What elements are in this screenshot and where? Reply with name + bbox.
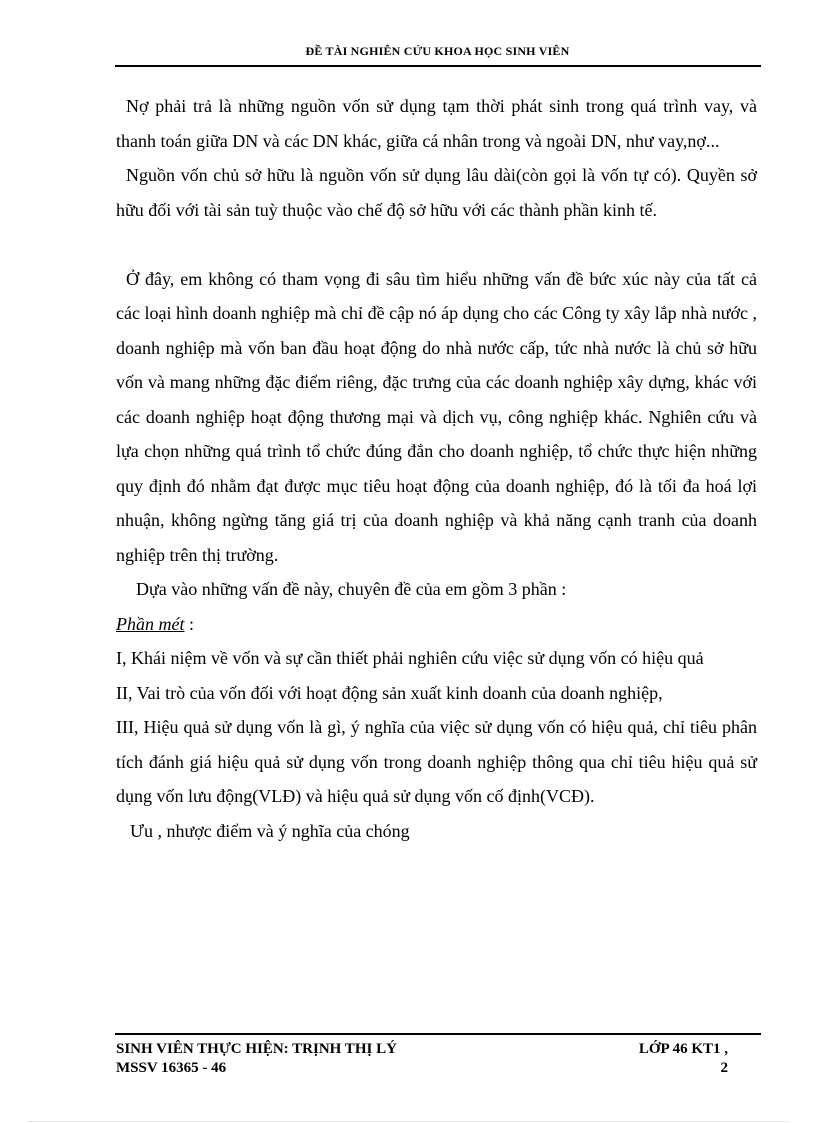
paragraph-liabilities: Nợ phải trả là những nguồn vốn sử dụng tạm thời phát sinh trong quá trình vay, và thanh toán giữa DN và các DN khác, giữa cá nhân trong và ngoài DN, như vay,nợ... xyxy=(116,96,757,151)
paragraph-gap xyxy=(116,227,757,262)
paragraph-pros-cons: Ưu , nhược điểm và ý nghĩa của chóng xyxy=(130,820,410,841)
paragraph-equity: Nguồn vốn chủ sở hữu là nguồn vốn sử dụng lâu dài(còn gọi là vốn tự có). Quyền sở hữu đối với tài sản tuỳ thuộc vào chế độ sở hữu với các thành phần kinh tế. xyxy=(116,165,757,220)
outline-item-1: I, Khái niệm về vốn và sự cần thiết phải nghiên cứu việc sử dụng vốn có hiệu quả xyxy=(116,648,704,668)
footer-divider xyxy=(115,1033,761,1035)
footer-class: LỚP 46 KT1 , xyxy=(638,1041,728,1057)
page-header-title: ĐỀ TÀI NGHIÊN CỨU KHOA HỌC SINH VIÊN xyxy=(305,44,570,58)
page-number: 2 xyxy=(720,1060,728,1076)
page-bottom-edge xyxy=(28,1121,788,1122)
section-label: Phần mét xyxy=(116,613,185,634)
document-body xyxy=(116,89,757,848)
header-divider xyxy=(115,65,761,67)
footer-class-info xyxy=(626,1040,728,1078)
paragraph-outline-intro: Dựa vào những vấn đề này, chuyên đề của em gồm 3 phần : xyxy=(136,579,567,599)
footer-student-id: MSSV 16365 - 46 xyxy=(116,1060,227,1076)
outline-item-2: II, Vai trò của vốn đối với hoạt động sản xuất kinh doanh của doanh nghiệp, xyxy=(116,682,663,703)
footer-student-info xyxy=(116,1040,397,1078)
section-colon: : xyxy=(184,613,194,634)
outline-item-3: III, Hiệu quả sử dụng vốn là gì, ý nghĩa của việc sử dụng vốn có hiệu quả, chỉ tiêu phân tích đánh giá hiệu quả sử dụng vốn trong doanh nghiệp thông qua chỉ tiêu hiệu quả sử dụng vốn lưu động(VLĐ) và hiệu quả sử dụng vốn cố định(VCĐ). xyxy=(116,717,757,806)
footer-student-name: SINH VIÊN THỰC HIỆN: TRỊNH THỊ LÝ xyxy=(116,1041,397,1057)
paragraph-scope: Ở đây, em không có tham vọng đi sâu tìm hiểu những vấn đề bức xúc này của tất cả các loại hình doanh nghiệp mà chỉ đề cập nó áp dụng cho các Công ty xây lắp nhà nước , doanh nghiệp mà vốn ban đầu hoạt động do nhà nước cấp, tức nhà nước là chủ sở hữu vốn và mang những đặc điểm riêng, đặc trưng của các doanh nghiệp xây dựng, khác với các doanh nghiệp hoạt động thương mại và dịch vụ, công nghiệp khác. Nghiên cứu và lựa chọn những quá trình tổ chức đúng đắn cho doanh nghiệp, tổ chức thực hiện những quy định đó nhằm đạt được mục tiêu hoạt động của doanh nghiệp, đó là tối đa hoá lợi nhuận, không ngừng tăng giá trị của doanh nghiệp và khả năng cạnh tranh của doanh nghiệp trên thị trường. xyxy=(116,268,757,565)
section-heading xyxy=(116,607,757,642)
